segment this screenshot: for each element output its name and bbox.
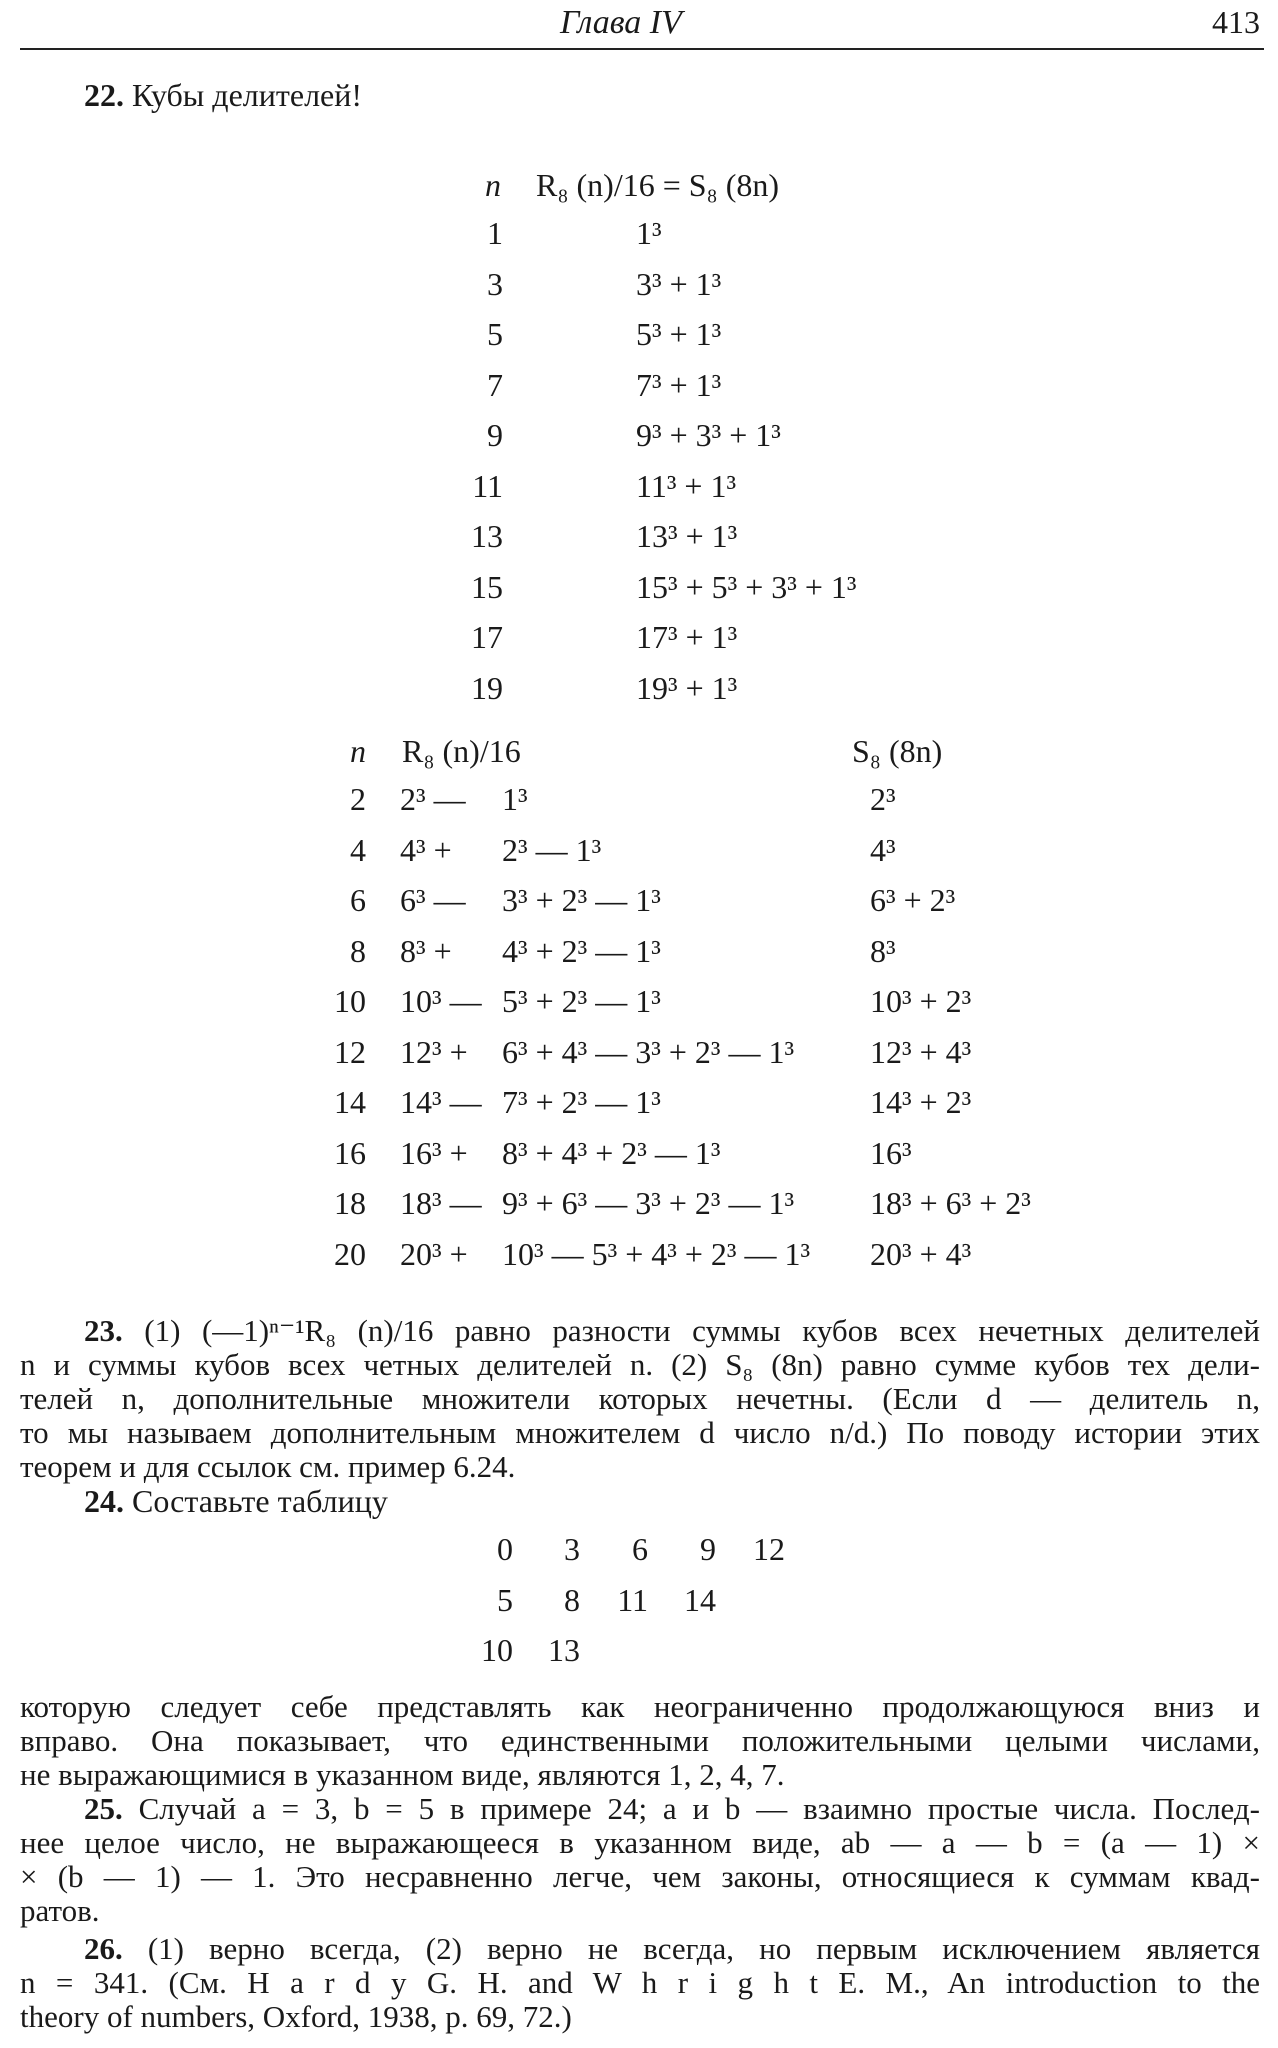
- exercise-number: 23.: [84, 1313, 123, 1348]
- exercise-22-heading: [84, 76, 362, 114]
- table2-cell-s: 16³: [870, 1134, 912, 1171]
- exercise-number: 24.: [84, 1483, 124, 1519]
- table2-cell-r-lead: 18³ —: [400, 1185, 482, 1221]
- table2-cell-r-lead: 2³ —: [400, 781, 466, 817]
- table2-cell-r-lead: 6³ —: [400, 882, 466, 918]
- exercise-24-continuation: [20, 1690, 1260, 1792]
- exercise-25-line-3: × (b — 1) — 1. Это несравненно легче, чем законы, относящиеся к суммам квад-: [20, 1859, 1260, 1894]
- header-rule: [20, 48, 1264, 50]
- grid-cell: 5: [497, 1581, 513, 1618]
- table2-cell-n: 4: [350, 831, 366, 868]
- table2-cell-r-lead: 4³ +: [400, 831, 452, 868]
- table1-cell-expr: 15³ + 5³ + 3³ + 1³: [636, 568, 857, 605]
- grid-cell: 14: [684, 1581, 716, 1618]
- table2-cell-r-lead: 8³ +: [400, 932, 452, 969]
- table2-cell-n: 2: [350, 781, 366, 817]
- exercise-25-line-4: ратов.: [20, 1893, 100, 1928]
- exercise-number: 22.: [84, 77, 124, 113]
- grid-cell: 3: [564, 1531, 580, 1567]
- exercise-24-line-2: вправо. Она показывает, что единственными положительными целыми числами,: [20, 1723, 1260, 1758]
- table2-cell-n: 16: [334, 1134, 366, 1171]
- exercise-23-line-1: 23. (1) (—1)ⁿ⁻¹R₈ (n)/16 равно разности суммы кубов всех нечетных делителей: [84, 1313, 1261, 1348]
- grid-cell: 13: [548, 1632, 580, 1668]
- table2-cell-s: 12³ + 4³: [870, 1033, 972, 1070]
- table2-cell-r-lead: 20³ +: [400, 1235, 468, 1272]
- table2-cell-s: 18³ + 6³ + 2³: [870, 1185, 1031, 1221]
- table1-cell-n: 15: [471, 568, 503, 605]
- table1-cell-expr: 11³ + 1³: [636, 467, 737, 504]
- table1-cell-n: 11: [472, 467, 503, 504]
- table2-col-r: R₈ (n)/16: [402, 733, 521, 769]
- table2-cell-r-rest: 5³ + 2³ — 1³: [502, 983, 661, 1019]
- table1-cell-n: 19: [471, 669, 503, 706]
- grid-cell: 12: [753, 1531, 785, 1567]
- table2-cell-r-rest: 3³ + 2³ — 1³: [502, 882, 661, 918]
- table1-cell-expr: 19³ + 1³: [636, 669, 738, 706]
- table2-cell-s: 4³: [870, 831, 896, 868]
- table2-cell-r-rest: 10³ — 5³ + 4³ + 2³ — 1³: [502, 1235, 811, 1272]
- table1-cell-expr: 17³ + 1³: [636, 619, 738, 655]
- exercise-26-line-3: theory of numbers, Oxford, 1938, p. 69, 72.): [20, 1999, 572, 2034]
- table2-cell-r-rest: 6³ + 4³ — 3³ + 2³ — 1³: [502, 1033, 795, 1070]
- table2-cell-s: 6³ + 2³: [870, 882, 956, 918]
- table1-col-expr: R₈ (n)/16 = S₈ (8n): [536, 167, 780, 203]
- table2-cell-r-rest: 9³ + 6³ — 3³ + 2³ — 1³: [502, 1185, 795, 1221]
- exercise-23-line-4: то мы называем дополнительным множителем d число n/d.) По поводу истории этих: [20, 1415, 1260, 1450]
- exercise-24-line-1: которую следует себе представлять как неограниченно продолжающуюся вниз и: [20, 1689, 1260, 1724]
- table2-cell-r-lead: 14³ —: [400, 1084, 482, 1120]
- table2-cell-r-lead: 12³ +: [400, 1033, 468, 1070]
- table2-col-n: n: [350, 733, 366, 769]
- table2-cell-s: 20³ + 4³: [870, 1235, 972, 1272]
- table1-cell-n: 9: [487, 417, 503, 453]
- exercise-number: 25.: [84, 1791, 123, 1826]
- table1-cell-n: 7: [487, 366, 503, 403]
- table1-cell-expr: 9³ + 3³ + 1³: [636, 417, 781, 453]
- exercise-23-line-3: телей n, дополнительные множители которых нечетны. (Если d — делитель n,: [20, 1381, 1260, 1416]
- table2-cell-r-rest: 7³ + 2³ — 1³: [502, 1084, 661, 1120]
- table2-cell-n: 14: [334, 1084, 366, 1120]
- table1-cell-expr: 1³: [636, 215, 662, 251]
- exercise-24-line-3: не выражающимися в указанном виде, являются 1, 2, 4, 7.: [20, 1757, 785, 1792]
- table2-cell-r-rest: 8³ + 4³ + 2³ — 1³: [502, 1134, 721, 1171]
- table2-cell-s: 14³ + 2³: [870, 1084, 972, 1120]
- table2-cell-r-rest: 1³: [502, 781, 528, 817]
- grid-cell: 9: [700, 1531, 716, 1567]
- table1-cell-expr: 3³ + 1³: [636, 265, 722, 302]
- grid-cell: 8: [564, 1581, 580, 1618]
- table1-cell-n: 5: [487, 316, 503, 352]
- table2-cell-n: 12: [334, 1033, 366, 1070]
- table2-cell-s: 2³: [870, 781, 896, 817]
- table2-cell-n: 6: [350, 882, 366, 918]
- grid-cell: 10: [481, 1632, 513, 1668]
- grid-cell: 11: [617, 1581, 648, 1618]
- grid-cell: 6: [632, 1531, 648, 1567]
- exercise-25-line-1: 25. Случай a = 3, b = 5 в примере 24; a и b — взаимно простые числа. Послед-: [84, 1791, 1260, 1826]
- exercise-24-intro: 24. Составьте таблицу: [84, 1483, 388, 1519]
- exercise-25-line-2: нее целое число, не выражающееся в указанном виде, ab — a — b = (a — 1) ×: [20, 1825, 1260, 1860]
- page-number: 413: [1212, 4, 1260, 40]
- table2-cell-s: 8³: [870, 932, 896, 969]
- table2-cell-s: 10³ + 2³: [870, 983, 972, 1019]
- exercise-25: [20, 1792, 1260, 1928]
- exercise-number: 26.: [84, 1931, 123, 1966]
- table2-cell-n: 20: [334, 1235, 366, 1272]
- table2-cell-n: 8: [350, 932, 366, 969]
- exercise-title: Кубы делителей!: [132, 77, 363, 113]
- table2-col-s: S₈ (8n): [852, 733, 943, 769]
- table1-cell-n: 1: [487, 215, 503, 251]
- table2-cell-r-lead: 10³ —: [400, 983, 482, 1019]
- chapter-header: Глава IV: [560, 4, 682, 41]
- table1-cell-n: 17: [471, 619, 503, 655]
- table2-cell-r-lead: 16³ +: [400, 1134, 468, 1171]
- table1-cell-expr: 13³ + 1³: [636, 518, 738, 554]
- exercise-23-line-2: n и суммы кубов всех четных делителей n. (2) S₈ (8n) равно сумме кубов тех дели-: [20, 1347, 1260, 1382]
- table1-cell-n: 13: [471, 518, 503, 554]
- table1-cell-expr: 5³ + 1³: [636, 316, 722, 352]
- exercise-26-line-1: 26. (1) верно всегда, (2) верно не всегда, но первым исключением является: [84, 1931, 1260, 1966]
- exercise-23: [20, 1314, 1260, 1484]
- grid-cell: 0: [497, 1531, 513, 1567]
- exercise-26-line-2: n = 341. (См. H a r d y G. H. and W h r i g h t E. M., An introduction to the: [20, 1965, 1260, 2000]
- exercise-26: [20, 1932, 1260, 2034]
- table2-cell-n: 10: [334, 983, 366, 1019]
- exercise-23-line-5: теорем и для ссылок см. пример 6.24.: [20, 1449, 516, 1484]
- table1-col-n: n: [485, 167, 501, 203]
- table1-cell-expr: 7³ + 1³: [636, 366, 722, 403]
- table1-cell-n: 3: [487, 265, 503, 302]
- table2-cell-r-rest: 2³ — 1³: [502, 831, 602, 868]
- table2-cell-n: 18: [334, 1185, 366, 1221]
- table2-cell-r-rest: 4³ + 2³ — 1³: [502, 932, 661, 969]
